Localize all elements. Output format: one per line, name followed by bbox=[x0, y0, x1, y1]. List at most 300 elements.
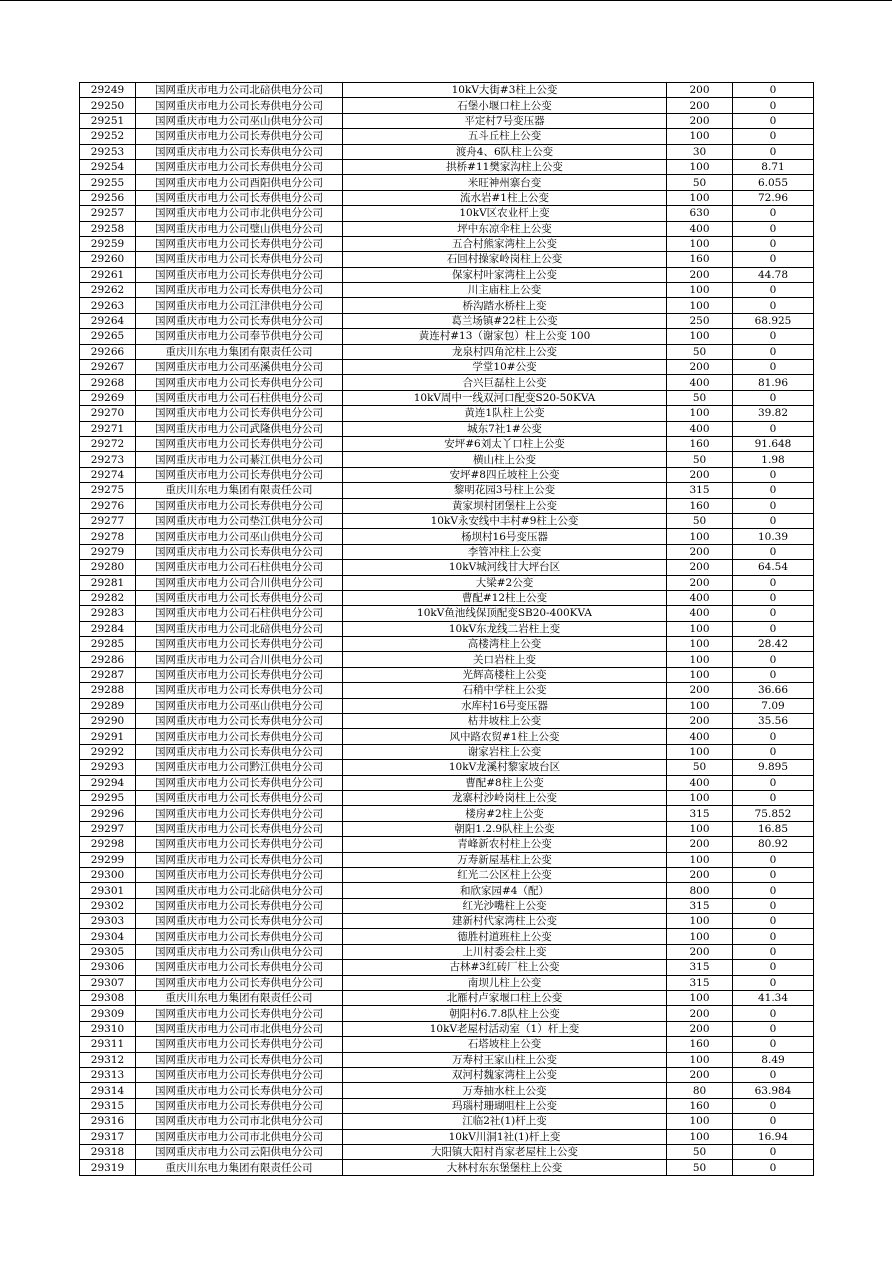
value-cell: 35.56 bbox=[733, 714, 814, 729]
value-cell: 81.96 bbox=[733, 375, 814, 390]
table-row bbox=[80, 1083, 814, 1098]
capacity-cell: 630 bbox=[667, 206, 733, 221]
table-row bbox=[80, 252, 814, 267]
row-id-cell: 29266 bbox=[80, 344, 136, 359]
transformer-name-cell: 万寿抽水柱上公变 bbox=[343, 1083, 667, 1098]
capacity-cell: 100 bbox=[667, 652, 733, 667]
company-cell: 国网重庆市电力公司垫江供电分公司 bbox=[136, 513, 343, 528]
row-id-cell: 29296 bbox=[80, 806, 136, 821]
transformer-name-cell: 龙寨村沙岭岗柱上公变 bbox=[343, 790, 667, 805]
row-id-cell: 29304 bbox=[80, 929, 136, 944]
row-id-cell: 29306 bbox=[80, 960, 136, 975]
row-id-cell: 29268 bbox=[80, 375, 136, 390]
table-row bbox=[80, 206, 814, 221]
row-id-cell: 29293 bbox=[80, 760, 136, 775]
row-id-cell: 29314 bbox=[80, 1083, 136, 1098]
transformer-name-cell: 龙泉村四角沱柱上公变 bbox=[343, 344, 667, 359]
transformer-name-cell: 光辉高楼柱上公变 bbox=[343, 667, 667, 682]
transformer-name-cell: 大阳镇大阳村肖家老屋柱上公变 bbox=[343, 1144, 667, 1159]
capacity-cell: 200 bbox=[667, 575, 733, 590]
transformer-name-cell: 10kV周中一线双河口配变S20-50KVA bbox=[343, 390, 667, 405]
value-cell: 0 bbox=[733, 144, 814, 159]
transformer-name-cell: 上川村委会柱上变 bbox=[343, 944, 667, 959]
table-row bbox=[80, 852, 814, 867]
capacity-cell: 200 bbox=[667, 544, 733, 559]
capacity-cell: 50 bbox=[667, 1160, 733, 1175]
company-cell: 国网重庆市电力公司长寿供电分公司 bbox=[136, 867, 343, 882]
capacity-cell: 100 bbox=[667, 283, 733, 298]
value-cell: 0 bbox=[733, 914, 814, 929]
company-cell: 国网重庆市电力公司石柱供电分公司 bbox=[136, 560, 343, 575]
value-cell: 0 bbox=[733, 390, 814, 405]
value-cell: 0 bbox=[733, 252, 814, 267]
value-cell: 0 bbox=[733, 729, 814, 744]
capacity-cell: 100 bbox=[667, 821, 733, 836]
value-cell: 44.78 bbox=[733, 267, 814, 282]
capacity-cell: 200 bbox=[667, 1006, 733, 1021]
table-row bbox=[80, 714, 814, 729]
row-id-cell: 29277 bbox=[80, 513, 136, 528]
capacity-cell: 315 bbox=[667, 483, 733, 498]
capacity-cell: 200 bbox=[667, 944, 733, 959]
table-row bbox=[80, 806, 814, 821]
value-cell: 0 bbox=[733, 206, 814, 221]
capacity-cell: 80 bbox=[667, 1083, 733, 1098]
table-row bbox=[80, 821, 814, 836]
table-row bbox=[80, 436, 814, 451]
value-cell: 41.34 bbox=[733, 991, 814, 1006]
transformer-name-cell: 李管冲柱上公变 bbox=[343, 544, 667, 559]
table-row bbox=[80, 837, 814, 852]
row-id-cell: 29292 bbox=[80, 744, 136, 759]
capacity-cell: 200 bbox=[667, 83, 733, 98]
transformer-name-cell: 10kV鱼池线保顶配变SB20-400KVA bbox=[343, 606, 667, 621]
row-id-cell: 29255 bbox=[80, 175, 136, 190]
value-cell: 36.66 bbox=[733, 683, 814, 698]
value-cell: 0 bbox=[733, 944, 814, 959]
row-id-cell: 29250 bbox=[80, 98, 136, 113]
row-id-cell: 29276 bbox=[80, 498, 136, 513]
capacity-cell: 400 bbox=[667, 421, 733, 436]
company-cell: 国网重庆市电力公司北碚供电分公司 bbox=[136, 883, 343, 898]
value-cell: 7.09 bbox=[733, 698, 814, 713]
transformer-name-cell: 建新村代家湾柱上公变 bbox=[343, 914, 667, 929]
transformer-name-cell: 枯井坡柱上公变 bbox=[343, 714, 667, 729]
value-cell: 0 bbox=[733, 852, 814, 867]
transformer-name-cell: 红光沙嘴柱上公变 bbox=[343, 898, 667, 913]
table-row bbox=[80, 775, 814, 790]
value-cell: 6.055 bbox=[733, 175, 814, 190]
capacity-cell: 50 bbox=[667, 175, 733, 190]
company-cell: 重庆川东电力集团有限责任公司 bbox=[136, 344, 343, 359]
transformer-name-cell: 德胜村道班柱上公变 bbox=[343, 929, 667, 944]
row-id-cell: 29317 bbox=[80, 1129, 136, 1144]
capacity-cell: 200 bbox=[667, 113, 733, 128]
transformer-name-cell: 米旺神州寨台变 bbox=[343, 175, 667, 190]
row-id-cell: 29312 bbox=[80, 1052, 136, 1067]
row-id-cell: 29302 bbox=[80, 898, 136, 913]
table-row bbox=[80, 960, 814, 975]
row-id-cell: 29281 bbox=[80, 575, 136, 590]
transformer-name-cell: 流水岩#1柱上公变 bbox=[343, 190, 667, 205]
row-id-cell: 29279 bbox=[80, 544, 136, 559]
capacity-cell: 200 bbox=[667, 467, 733, 482]
row-id-cell: 29308 bbox=[80, 991, 136, 1006]
table-row bbox=[80, 914, 814, 929]
company-cell: 国网重庆市电力公司巫山供电分公司 bbox=[136, 113, 343, 128]
table-row bbox=[80, 1129, 814, 1144]
company-cell: 国网重庆市电力公司长寿供电分公司 bbox=[136, 98, 343, 113]
capacity-cell: 315 bbox=[667, 806, 733, 821]
row-id-cell: 29280 bbox=[80, 560, 136, 575]
capacity-cell: 400 bbox=[667, 590, 733, 605]
company-cell: 国网重庆市电力公司酉阳供电分公司 bbox=[136, 175, 343, 190]
value-cell: 0 bbox=[733, 221, 814, 236]
value-cell: 0 bbox=[733, 1098, 814, 1113]
table-row bbox=[80, 883, 814, 898]
company-cell: 国网重庆市电力公司合川供电分公司 bbox=[136, 575, 343, 590]
value-cell: 0 bbox=[733, 236, 814, 251]
company-cell: 国网重庆市电力公司石柱供电分公司 bbox=[136, 606, 343, 621]
transformer-name-cell: 曹配#8柱上公变 bbox=[343, 775, 667, 790]
transformer-name-cell: 拱桥#11樊家沟柱上公变 bbox=[343, 159, 667, 174]
capacity-cell: 100 bbox=[667, 1114, 733, 1129]
transformer-name-cell: 10kV城河线甘大坪台区 bbox=[343, 560, 667, 575]
company-cell: 国网重庆市电力公司巫溪供电分公司 bbox=[136, 360, 343, 375]
row-id-cell: 29315 bbox=[80, 1098, 136, 1113]
value-cell: 0 bbox=[733, 1114, 814, 1129]
value-cell: 0 bbox=[733, 83, 814, 98]
value-cell: 8.49 bbox=[733, 1052, 814, 1067]
company-cell: 重庆川东电力集团有限责任公司 bbox=[136, 1160, 343, 1175]
capacity-cell: 200 bbox=[667, 1068, 733, 1083]
value-cell: 0 bbox=[733, 867, 814, 882]
transformer-name-cell: 合兴巨磊柱上公变 bbox=[343, 375, 667, 390]
row-id-cell: 29291 bbox=[80, 729, 136, 744]
transformer-name-cell: 10kV川洞1社(1)杆上变 bbox=[343, 1129, 667, 1144]
value-cell: 0 bbox=[733, 1144, 814, 1159]
company-cell: 国网重庆市电力公司长寿供电分公司 bbox=[136, 821, 343, 836]
transformer-name-cell: 10kV永安线中丰村#9柱上公变 bbox=[343, 513, 667, 528]
table-row bbox=[80, 867, 814, 882]
transformer-name-cell: 石回村操家岭岗柱上公变 bbox=[343, 252, 667, 267]
capacity-cell: 250 bbox=[667, 313, 733, 328]
table-row bbox=[80, 529, 814, 544]
value-cell: 8.71 bbox=[733, 159, 814, 174]
value-cell: 0 bbox=[733, 929, 814, 944]
row-id-cell: 29282 bbox=[80, 590, 136, 605]
transformer-name-cell: 朝阳村6.7.8队柱上公变 bbox=[343, 1006, 667, 1021]
table-body bbox=[80, 83, 814, 1176]
value-cell: 0 bbox=[733, 298, 814, 313]
capacity-cell: 400 bbox=[667, 775, 733, 790]
company-cell: 国网重庆市电力公司长寿供电分公司 bbox=[136, 236, 343, 251]
row-id-cell: 29260 bbox=[80, 252, 136, 267]
company-cell: 国网重庆市电力公司长寿供电分公司 bbox=[136, 1052, 343, 1067]
company-cell: 国网重庆市电力公司长寿供电分公司 bbox=[136, 590, 343, 605]
company-cell: 国网重庆市电力公司长寿供电分公司 bbox=[136, 1068, 343, 1083]
transformer-name-cell: 朝阳1.2.9队柱上公变 bbox=[343, 821, 667, 836]
capacity-cell: 100 bbox=[667, 298, 733, 313]
transformer-name-cell: 城东7社1#公变 bbox=[343, 421, 667, 436]
table-row bbox=[80, 1160, 814, 1175]
transformer-name-cell: 横山柱上公变 bbox=[343, 452, 667, 467]
table-row bbox=[80, 621, 814, 636]
company-cell: 国网重庆市电力公司长寿供电分公司 bbox=[136, 1098, 343, 1113]
company-cell: 国网重庆市电力公司长寿供电分公司 bbox=[136, 914, 343, 929]
transformer-name-cell: 北雁村卢家堰口柱上公变 bbox=[343, 991, 667, 1006]
company-cell: 国网重庆市电力公司市北供电分公司 bbox=[136, 1114, 343, 1129]
table-row bbox=[80, 236, 814, 251]
transformer-name-cell: 石塔坡柱上公变 bbox=[343, 1037, 667, 1052]
value-cell: 0 bbox=[733, 883, 814, 898]
company-cell: 国网重庆市电力公司长寿供电分公司 bbox=[136, 975, 343, 990]
transformer-name-cell: 10kV老屋村活动室（1）杆上变 bbox=[343, 1021, 667, 1036]
value-cell: 80.92 bbox=[733, 837, 814, 852]
row-id-cell: 29318 bbox=[80, 1144, 136, 1159]
transformer-name-cell: 学堂10#公变 bbox=[343, 360, 667, 375]
capacity-cell: 400 bbox=[667, 375, 733, 390]
company-cell: 国网重庆市电力公司长寿供电分公司 bbox=[136, 637, 343, 652]
table-row bbox=[80, 344, 814, 359]
table-row bbox=[80, 360, 814, 375]
company-cell: 国网重庆市电力公司长寿供电分公司 bbox=[136, 1037, 343, 1052]
row-id-cell: 29256 bbox=[80, 190, 136, 205]
table-row bbox=[80, 1037, 814, 1052]
company-cell: 国网重庆市电力公司奉节供电分公司 bbox=[136, 329, 343, 344]
value-cell: 0 bbox=[733, 652, 814, 667]
transformer-name-cell: 水库村16号变压器 bbox=[343, 698, 667, 713]
capacity-cell: 315 bbox=[667, 960, 733, 975]
table-row bbox=[80, 129, 814, 144]
transformer-name-cell: 万寿新屋基柱上公变 bbox=[343, 852, 667, 867]
value-cell: 0 bbox=[733, 498, 814, 513]
transformer-name-cell: 大梁#2公变 bbox=[343, 575, 667, 590]
transformer-name-cell: 江临2社(1)杆上变 bbox=[343, 1114, 667, 1129]
capacity-cell: 160 bbox=[667, 1037, 733, 1052]
value-cell: 16.85 bbox=[733, 821, 814, 836]
transformer-name-cell: 大林村东东堡堡柱上公变 bbox=[343, 1160, 667, 1175]
company-cell: 国网重庆市电力公司巫山供电分公司 bbox=[136, 698, 343, 713]
table-row bbox=[80, 221, 814, 236]
value-cell: 0 bbox=[733, 1021, 814, 1036]
company-cell: 国网重庆市电力公司市北供电分公司 bbox=[136, 1129, 343, 1144]
transformer-name-cell: 平定村7号变压器 bbox=[343, 113, 667, 128]
capacity-cell: 200 bbox=[667, 683, 733, 698]
value-cell: 75.852 bbox=[733, 806, 814, 821]
transformer-name-cell: 曹配#12柱上公变 bbox=[343, 590, 667, 605]
row-id-cell: 29263 bbox=[80, 298, 136, 313]
company-cell: 国网重庆市电力公司长寿供电分公司 bbox=[136, 837, 343, 852]
value-cell: 0 bbox=[733, 483, 814, 498]
row-id-cell: 29258 bbox=[80, 221, 136, 236]
company-cell: 国网重庆市电力公司长寿供电分公司 bbox=[136, 790, 343, 805]
company-cell: 国网重庆市电力公司石柱供电分公司 bbox=[136, 390, 343, 405]
table-row bbox=[80, 421, 814, 436]
company-cell: 国网重庆市电力公司长寿供电分公司 bbox=[136, 252, 343, 267]
table-row bbox=[80, 729, 814, 744]
value-cell: 0 bbox=[733, 575, 814, 590]
table-row bbox=[80, 175, 814, 190]
row-id-cell: 29309 bbox=[80, 1006, 136, 1021]
row-id-cell: 29311 bbox=[80, 1037, 136, 1052]
table-row bbox=[80, 1021, 814, 1036]
row-id-cell: 29319 bbox=[80, 1160, 136, 1175]
company-cell: 国网重庆市电力公司长寿供电分公司 bbox=[136, 1083, 343, 1098]
transformer-name-cell: 10kV大街#3柱上公变 bbox=[343, 83, 667, 98]
row-id-cell: 29303 bbox=[80, 914, 136, 929]
capacity-cell: 160 bbox=[667, 498, 733, 513]
row-id-cell: 29265 bbox=[80, 329, 136, 344]
transformer-name-cell: 青峰新农村柱上公变 bbox=[343, 837, 667, 852]
table-row bbox=[80, 1114, 814, 1129]
value-cell: 0 bbox=[733, 790, 814, 805]
company-cell: 国网重庆市电力公司长寿供电分公司 bbox=[136, 436, 343, 451]
company-cell: 国网重庆市电力公司长寿供电分公司 bbox=[136, 1006, 343, 1021]
value-cell: 63.984 bbox=[733, 1083, 814, 1098]
transformer-table bbox=[79, 82, 814, 1176]
company-cell: 国网重庆市电力公司秀山供电分公司 bbox=[136, 944, 343, 959]
transformer-name-cell: 安坪#6刘太丫口柱上公变 bbox=[343, 436, 667, 451]
row-id-cell: 29252 bbox=[80, 129, 136, 144]
company-cell: 国网重庆市电力公司长寿供电分公司 bbox=[136, 267, 343, 282]
capacity-cell: 100 bbox=[667, 914, 733, 929]
table-row bbox=[80, 544, 814, 559]
row-id-cell: 29301 bbox=[80, 883, 136, 898]
row-id-cell: 29283 bbox=[80, 606, 136, 621]
value-cell: 0 bbox=[733, 329, 814, 344]
table-row bbox=[80, 513, 814, 528]
capacity-cell: 30 bbox=[667, 144, 733, 159]
company-cell: 国网重庆市电力公司长寿供电分公司 bbox=[136, 929, 343, 944]
value-cell: 0 bbox=[733, 960, 814, 975]
value-cell: 0 bbox=[733, 590, 814, 605]
value-cell: 0 bbox=[733, 744, 814, 759]
table-row bbox=[80, 467, 814, 482]
value-cell: 0 bbox=[733, 898, 814, 913]
table-row bbox=[80, 406, 814, 421]
value-cell: 0 bbox=[733, 1037, 814, 1052]
company-cell: 国网重庆市电力公司长寿供电分公司 bbox=[136, 852, 343, 867]
transformer-name-cell: 高楼湾柱上公变 bbox=[343, 637, 667, 652]
capacity-cell: 100 bbox=[667, 852, 733, 867]
capacity-cell: 100 bbox=[667, 929, 733, 944]
transformer-name-cell: 保家村叶家湾柱上公变 bbox=[343, 267, 667, 282]
company-cell: 国网重庆市电力公司武隆供电分公司 bbox=[136, 421, 343, 436]
capacity-cell: 400 bbox=[667, 729, 733, 744]
row-id-cell: 29298 bbox=[80, 837, 136, 852]
table-row bbox=[80, 498, 814, 513]
value-cell: 1.98 bbox=[733, 452, 814, 467]
row-id-cell: 29294 bbox=[80, 775, 136, 790]
row-id-cell: 29285 bbox=[80, 637, 136, 652]
row-id-cell: 29290 bbox=[80, 714, 136, 729]
row-id-cell: 29262 bbox=[80, 283, 136, 298]
table-row bbox=[80, 667, 814, 682]
row-id-cell: 29251 bbox=[80, 113, 136, 128]
capacity-cell: 160 bbox=[667, 252, 733, 267]
value-cell: 0 bbox=[733, 1068, 814, 1083]
transformer-name-cell: 五斗丘柱上公变 bbox=[343, 129, 667, 144]
row-id-cell: 29269 bbox=[80, 390, 136, 405]
value-cell: 0 bbox=[733, 98, 814, 113]
company-cell: 国网重庆市电力公司长寿供电分公司 bbox=[136, 775, 343, 790]
capacity-cell: 50 bbox=[667, 452, 733, 467]
table-row bbox=[80, 190, 814, 205]
capacity-cell: 100 bbox=[667, 406, 733, 421]
row-id-cell: 29295 bbox=[80, 790, 136, 805]
row-id-cell: 29271 bbox=[80, 421, 136, 436]
capacity-cell: 50 bbox=[667, 1144, 733, 1159]
company-cell: 国网重庆市电力公司长寿供电分公司 bbox=[136, 544, 343, 559]
company-cell: 国网重庆市电力公司长寿供电分公司 bbox=[136, 283, 343, 298]
transformer-name-cell: 南坝儿柱上公变 bbox=[343, 975, 667, 990]
table-row bbox=[80, 975, 814, 990]
capacity-cell: 160 bbox=[667, 1098, 733, 1113]
table-row bbox=[80, 375, 814, 390]
capacity-cell: 200 bbox=[667, 360, 733, 375]
capacity-cell: 100 bbox=[667, 698, 733, 713]
row-id-cell: 29254 bbox=[80, 159, 136, 174]
transformer-name-cell: 渡舟4、6队柱上公变 bbox=[343, 144, 667, 159]
capacity-cell: 200 bbox=[667, 267, 733, 282]
top-rule bbox=[0, 0, 892, 1]
table-row bbox=[80, 560, 814, 575]
company-cell: 国网重庆市电力公司綦江供电分公司 bbox=[136, 452, 343, 467]
capacity-cell: 100 bbox=[667, 236, 733, 251]
row-id-cell: 29275 bbox=[80, 483, 136, 498]
capacity-cell: 100 bbox=[667, 159, 733, 174]
capacity-cell: 50 bbox=[667, 390, 733, 405]
value-cell: 68.925 bbox=[733, 313, 814, 328]
capacity-cell: 315 bbox=[667, 898, 733, 913]
table-row bbox=[80, 790, 814, 805]
value-cell: 0 bbox=[733, 667, 814, 682]
company-cell: 国网重庆市电力公司长寿供电分公司 bbox=[136, 467, 343, 482]
company-cell: 国网重庆市电力公司北碚供电分公司 bbox=[136, 621, 343, 636]
transformer-name-cell: 桥沟踏水桥柱上变 bbox=[343, 298, 667, 313]
company-cell: 国网重庆市电力公司长寿供电分公司 bbox=[136, 898, 343, 913]
company-cell: 国网重庆市电力公司长寿供电分公司 bbox=[136, 190, 343, 205]
table-row bbox=[80, 683, 814, 698]
row-id-cell: 29257 bbox=[80, 206, 136, 221]
capacity-cell: 200 bbox=[667, 867, 733, 882]
value-cell: 0 bbox=[733, 775, 814, 790]
capacity-cell: 100 bbox=[667, 1129, 733, 1144]
table-row bbox=[80, 1068, 814, 1083]
capacity-cell: 160 bbox=[667, 436, 733, 451]
table-row bbox=[80, 452, 814, 467]
table-row bbox=[80, 637, 814, 652]
table-row bbox=[80, 575, 814, 590]
value-cell: 16.94 bbox=[733, 1129, 814, 1144]
company-cell: 国网重庆市电力公司长寿供电分公司 bbox=[136, 683, 343, 698]
company-cell: 国网重庆市电力公司长寿供电分公司 bbox=[136, 129, 343, 144]
transformer-name-cell: 楼房#2柱上公变 bbox=[343, 806, 667, 821]
company-cell: 国网重庆市电力公司市北供电分公司 bbox=[136, 1021, 343, 1036]
company-cell: 国网重庆市电力公司长寿供电分公司 bbox=[136, 667, 343, 682]
value-cell: 0 bbox=[733, 544, 814, 559]
table-row bbox=[80, 698, 814, 713]
table-row bbox=[80, 991, 814, 1006]
transformer-name-cell: 10kV区农业杆上变 bbox=[343, 206, 667, 221]
capacity-cell: 100 bbox=[667, 1052, 733, 1067]
value-cell: 0 bbox=[733, 1160, 814, 1175]
table-row bbox=[80, 1052, 814, 1067]
table-row bbox=[80, 83, 814, 98]
company-cell: 国网重庆市电力公司长寿供电分公司 bbox=[136, 498, 343, 513]
table-row bbox=[80, 1144, 814, 1159]
